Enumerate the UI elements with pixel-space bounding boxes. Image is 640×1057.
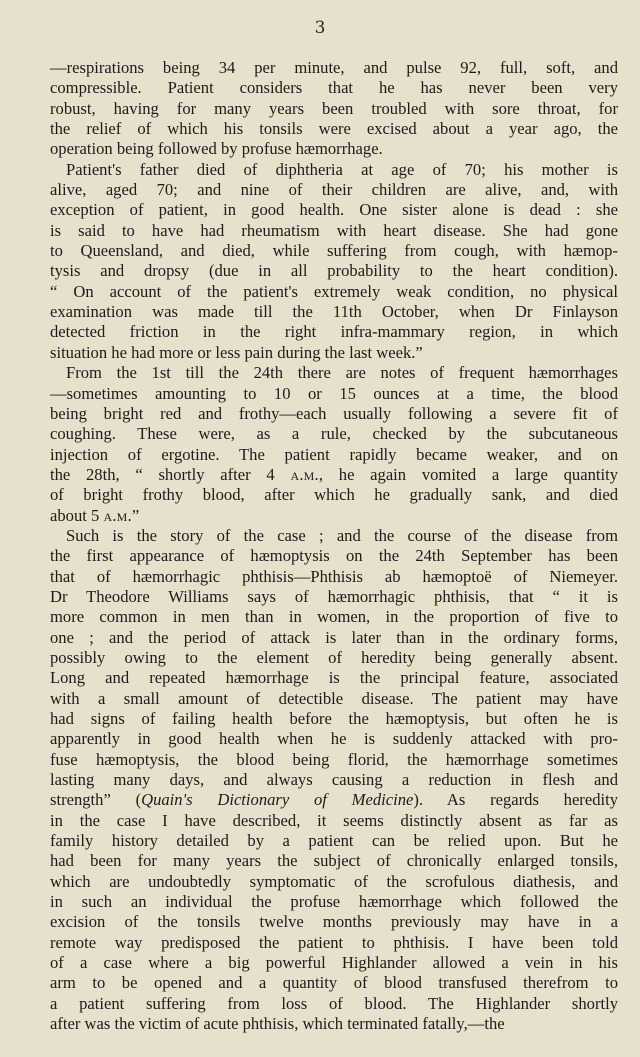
text-line: remote way predisposed the patient to phthisis. I have been told — [50, 932, 618, 952]
text-line: in the case I have described, it seems distinctly absent as far as — [50, 810, 618, 830]
text-line: alive, aged 70; and nine of their children are alive, and, with — [50, 180, 618, 200]
text-line: “ On account of the patient's extremely weak condition, no physical — [50, 281, 618, 301]
text-line: a patient suffering from loss of blood. The Highlander shortly — [50, 993, 618, 1013]
text-line: robust, having for many years been troubled with sore throat, for — [50, 98, 618, 118]
text-line: Patient's father died of diphtheria at age of 70; his mother is — [66, 159, 618, 179]
text-line: excision of the tonsils twelve months previously may have in a — [50, 912, 618, 932]
text-line: possibly owing to the element of heredity being generally absent. — [50, 647, 618, 667]
text-line: detected friction in the right infra-mammary region, in which — [50, 322, 618, 342]
text-line: operation being followed by profuse hæmorrhage. — [50, 139, 383, 159]
text-line: Such is the story of the case ; and the course of the disease from — [66, 525, 618, 545]
paragraph-p2 — [50, 160, 618, 363]
body-text — [50, 58, 618, 1035]
text-line: the relief of which his tonsils were excised about a year ago, the — [50, 119, 618, 139]
text-line: compressible. Patient considers that he has never been very — [50, 78, 618, 98]
paragraph-p3 — [50, 363, 618, 526]
text-line: fuse hæmoptysis, the blood being florid, the hæmorrhage sometimes — [50, 749, 618, 769]
paragraph-p4 — [50, 526, 618, 1035]
text-line: of a case where a big powerful Highlander allowed a vein in his — [50, 953, 618, 973]
text-line: to Queensland, and died, while suffering from cough, with hæmop- — [50, 241, 618, 261]
text-line: with a small amount of detectible disease. The patient may have — [50, 688, 618, 708]
text-line: after was the victim of acute phthisis, which terminated fatally,—the — [50, 1014, 505, 1034]
text-line: tysis and dropsy (due in all probability to the heart condition). — [50, 261, 618, 281]
text-line: —sometimes amounting to 10 or 15 ounces at a time, the blood — [50, 383, 618, 403]
page-number: 3 — [314, 18, 326, 38]
text-line: strength” (Quain's Dictionary of Medicine). As regards heredity — [50, 790, 619, 810]
text-line: apparently in good health when he is suddenly attacked with pro- — [50, 729, 618, 749]
paragraph-p1 — [50, 58, 618, 160]
text-line: about 5 a.m.” — [50, 505, 140, 525]
text-line: Long and repeated hæmorrhage is the principal feature, associated — [50, 668, 618, 688]
text-line: Dr Theodore Williams says of hæmorrhagic phthisis, that “ it is — [50, 586, 618, 606]
text-line: one ; and the period of attack is later than in the ordinary forms, — [50, 627, 618, 647]
text-line: had been for many years the subject of chronically enlarged tonsils, — [50, 851, 618, 871]
text-line: which are undoubtedly symptomatic of the scrofulous diathesis, and — [50, 871, 618, 891]
text-line: being bright red and frothy—each usually following a severe fit of — [50, 403, 618, 423]
text-line: is said to have had rheumatism with heart disease. She had gone — [50, 220, 618, 240]
text-line: more common in men than in women, in the proportion of five to — [50, 607, 618, 627]
text-line: family history detailed by a patient can be relied upon. But he — [50, 831, 618, 851]
text-line: injection of ergotine. The patient rapidly became weaker, and on — [50, 444, 618, 464]
text-line: the 28th, “ shortly after 4 a.m., he again vomited a large quantity — [50, 464, 618, 484]
text-line: arm to be opened and a quantity of blood transfused therefrom to — [50, 973, 618, 993]
text-line: coughing. These were, as a rule, checked by the subcutaneous — [50, 424, 618, 444]
text-line: in such an individual the profuse hæmorrhage which followed the — [50, 892, 618, 912]
text-line: that of hæmorrhagic phthisis—Phthisis ab hæmoptoë of Niemeyer. — [50, 566, 618, 586]
text-line: situation he had more or less pain during the last week.” — [50, 342, 423, 362]
text-line: the first appearance of hæmoptysis on the 24th September has been — [50, 546, 618, 566]
text-line: had signs of failing health before the hæmoptysis, but often he is — [50, 709, 618, 728]
text-line: of bright frothy blood, after which he gradually sank, and died — [50, 485, 618, 505]
text-line: From the 1st till the 24th there are notes of frequent hæmorrhages — [66, 363, 618, 383]
text-line: lasting many days, and always causing a reduction in flesh and — [50, 770, 618, 790]
text-line: examination was made till the 11th October, when Dr Finlayson — [50, 302, 618, 322]
text-line: exception of patient, in good health. One sister alone is dead : she — [50, 200, 618, 220]
text-line: —respirations being 34 per minute, and pulse 92, full, soft, and — [50, 58, 618, 77]
